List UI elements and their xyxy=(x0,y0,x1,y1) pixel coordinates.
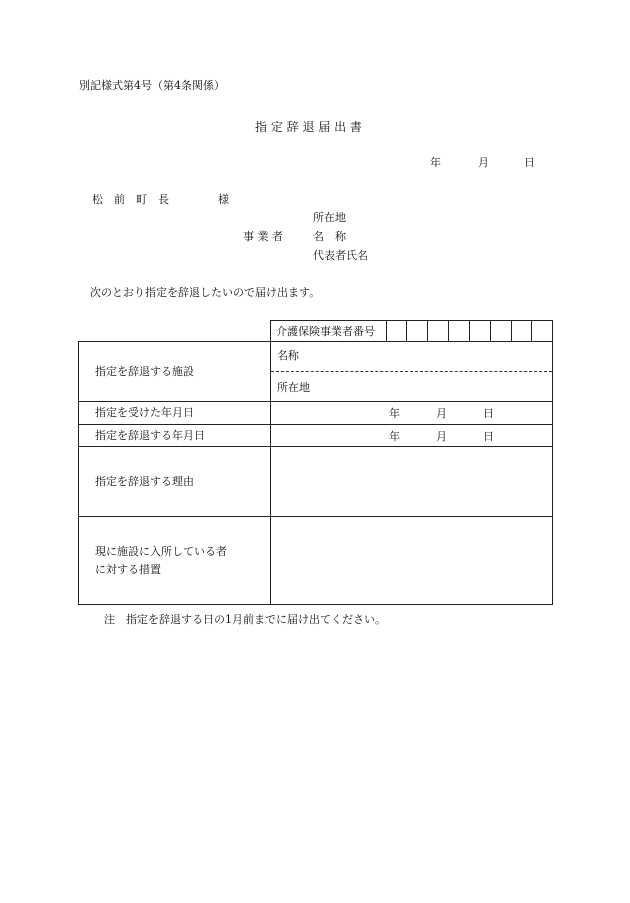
footnote: 注 指定を辞退する日の1月前までに届け出てください。 xyxy=(104,613,386,626)
measures-field[interactable] xyxy=(271,517,553,605)
provider-number-label: 介護保険事業者番号 xyxy=(271,321,387,342)
provider-number-digit[interactable] xyxy=(512,321,532,342)
facility-name-field[interactable] xyxy=(271,342,552,371)
provider-number-digit[interactable] xyxy=(491,321,512,342)
applicant-address-label: 所在地 xyxy=(313,211,346,224)
facility-name-label: 名称 xyxy=(277,349,299,362)
day-label: 日 xyxy=(524,156,535,169)
month-label: 月 xyxy=(478,156,489,169)
day-label: 日 xyxy=(483,429,494,443)
provider-number-digit[interactable] xyxy=(387,321,407,342)
measures-label xyxy=(79,517,271,605)
measures-label-line2: に対する措置 xyxy=(95,562,161,576)
provider-number-digit[interactable] xyxy=(449,321,470,342)
addressee-name: 松 前 町 長 xyxy=(92,193,169,206)
reason-label: 指定を辞退する理由 xyxy=(79,447,271,517)
provider-number-digit[interactable] xyxy=(407,321,428,342)
day-label: 日 xyxy=(483,407,494,420)
year-label: 年 xyxy=(389,429,400,443)
page-title: 指 定 辞 退 届 出 書 xyxy=(255,120,362,134)
measures-label-line1: 現に施設に入所している者 xyxy=(95,545,227,559)
provider-number-digit[interactable] xyxy=(532,321,553,342)
facility-address-label: 所在地 xyxy=(277,380,310,394)
applicant-name-label: 名 称 xyxy=(313,230,346,243)
withdrawal-form-table xyxy=(78,320,553,605)
year-label: 年 xyxy=(430,156,441,169)
facility-fields xyxy=(271,342,553,402)
applicant-role: 事 業 者 xyxy=(243,230,283,243)
provider-number-digit[interactable] xyxy=(470,321,491,342)
provider-number-digit[interactable] xyxy=(428,321,449,342)
form-code: 別記様式第4号（第4条関係） xyxy=(79,79,225,92)
withdraw-date-field[interactable] xyxy=(271,425,553,447)
facility-address-field[interactable] xyxy=(271,371,552,401)
facility-row xyxy=(79,342,553,402)
withdraw-date-label: 指定を辞退する年月日 xyxy=(79,425,271,447)
facility-label: 指定を辞退する施設 xyxy=(79,342,271,402)
designated-date-field[interactable] xyxy=(271,402,553,425)
designated-date-row xyxy=(79,402,553,425)
intro-text: 次のとおり指定を辞退したいので届け出ます。 xyxy=(90,286,321,299)
month-label: 月 xyxy=(436,407,447,420)
designated-date-label: 指定を受けた年月日 xyxy=(79,402,271,425)
reason-field[interactable] xyxy=(271,447,553,517)
month-label: 月 xyxy=(436,429,447,443)
provider-number-row xyxy=(79,321,553,342)
withdraw-date-row xyxy=(79,425,553,447)
measures-row xyxy=(79,517,553,605)
addressee-honorific: 様 xyxy=(218,193,229,206)
applicant-rep-label: 代表者氏名 xyxy=(313,249,368,262)
reason-row xyxy=(79,447,553,517)
year-label: 年 xyxy=(389,407,400,420)
